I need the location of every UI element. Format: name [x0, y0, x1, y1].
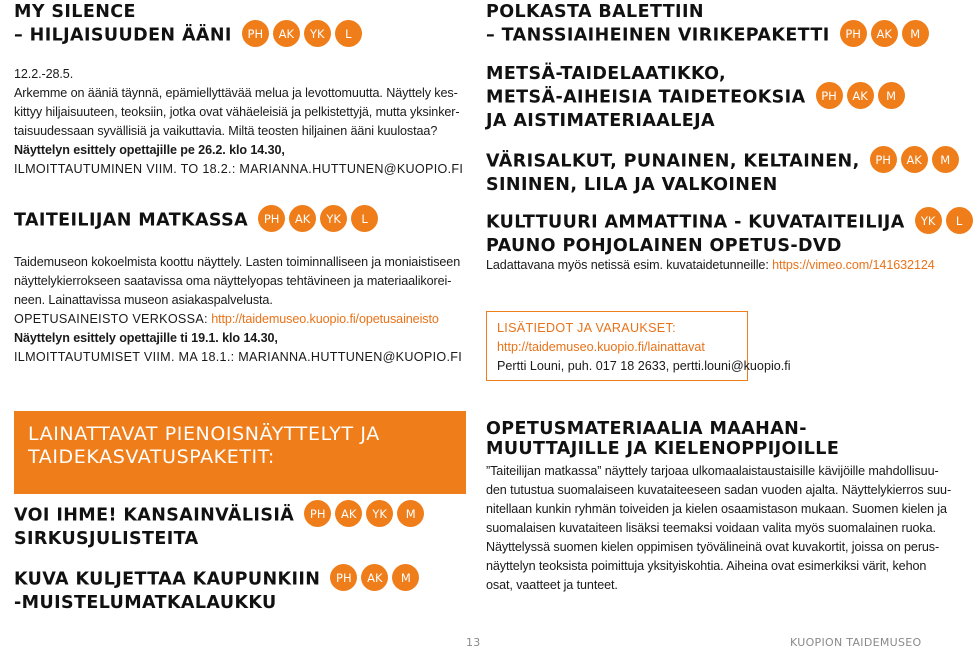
badge-ph: PH	[870, 146, 897, 173]
artist-teacher-intro: Näyttelyn esittely opettajille ti 19.1. klo 14.30,	[14, 331, 278, 345]
ballet-title-line-2: – TANSSIAIHEINEN VIRIKEPAKETTI	[486, 25, 830, 46]
culture-download	[486, 256, 935, 275]
posters-title-line-1: VOI IHME! KANSAINVÄLISIÄ	[14, 505, 295, 526]
badge-yk: YK	[304, 20, 331, 47]
immigrants-title-line-2: MUUTTAJILLE JA KIELENOPPIJOILLE	[486, 439, 840, 459]
artist-body-line-1: Lasten toiminnalliseen ja moniaistiseen	[245, 255, 461, 269]
artist-material-link[interactable]: http://taidemuseo.kuopio.fi/opetusaineisto	[211, 312, 439, 326]
culture-download-link[interactable]: https://vimeo.com/141632124	[772, 258, 935, 272]
posters-badges	[304, 500, 424, 527]
artist-registration: ILMOITTAUTUMISET VIIM. MA 18.1.: MARIANNA.HUTTUNEN@KUOPIO.FI	[14, 350, 463, 364]
immigrants-title-line-1: OPETUSMATERIAALIA MAAHAN-	[486, 419, 807, 439]
artist-title	[14, 207, 378, 234]
footer-publisher: KUOPION TAIDEMUSEO	[790, 636, 922, 649]
silence-body-line-1: Arkemme on ääniä täynnä, epämiellyttävää melua ja levottomuutta. Näyttely kes-	[14, 86, 458, 100]
badge-m: M	[932, 146, 959, 173]
badge-ak: AK	[289, 205, 316, 232]
badge-yk: YK	[915, 207, 942, 234]
immigrants-body-line-2: den tutustua suomalaiseen kuvataiteeseen sadan vuoden ajalta. Näyttelykierros suu-	[486, 483, 952, 497]
silence-teacher-intro: Näyttelyn esittely opettajille pe 26.2. klo 14.30,	[14, 143, 285, 157]
immigrants-body-line-6: näyttelyn teoksista poimittuja yksityiskohtia. Aiheina ovat esimerkiksi värit, kehon	[486, 559, 927, 573]
badge-ak: AK	[273, 20, 300, 47]
badge-m: M	[392, 564, 419, 591]
silence-title-line-1: MY SILENCE	[14, 2, 136, 22]
badge-ak: AK	[871, 20, 898, 47]
artist-lead: Taidemuseon kokoelmista koottu näyttely.	[14, 255, 243, 269]
ballet-title	[486, 2, 929, 49]
info-box	[486, 311, 791, 381]
culture-title-line-1: KULTTUURI AMMATTINA - KUVATAITEILIJA	[486, 212, 905, 233]
badge-l: L	[351, 205, 378, 232]
suitcase-title	[14, 566, 419, 613]
forest-badges	[816, 82, 905, 109]
forest-title-line-1: METSÄ-TAIDELAATIKKO,	[486, 64, 727, 84]
immigrants-title	[486, 419, 839, 459]
artist-badges	[258, 205, 378, 232]
culture-title-line-2: PAUNO POHJOLAINEN OPETUS-DVD	[486, 236, 842, 256]
artist-title-text: TAITEILIJAN MATKASSA	[14, 210, 249, 231]
suitcase-badges	[330, 564, 419, 591]
badge-ph: PH	[330, 564, 357, 591]
badge-ph: PH	[816, 82, 843, 109]
silence-badges	[242, 20, 362, 47]
silence-body-line-3: taisuudessaan syvällisiä ja vaikuttavia. Miltä teosten hiljainen ääni kuulostaa?	[14, 124, 438, 138]
colors-title	[486, 148, 959, 195]
badge-ph: PH	[304, 500, 331, 527]
loan-banner-line-1: LAINATTAVAT PIENOISNÄYTTELYT JA	[28, 423, 380, 445]
badge-ph: PH	[840, 20, 867, 47]
immigrants-body-line-7: osat, vaatteet ja tunteet.	[486, 578, 618, 592]
immigrants-body	[486, 462, 951, 595]
artist-material-label: OPETUSAINEISTO VERKOSSA:	[14, 312, 208, 326]
badge-ak: AK	[361, 564, 388, 591]
immigrants-body-line-4: suomalaisen kuvataiteen lisäksi teemaksi voidaan valita myös suomalainen ruoka.	[486, 521, 936, 535]
artist-body	[14, 253, 462, 367]
silence-title	[14, 2, 362, 49]
badge-ph: PH	[242, 20, 269, 47]
badge-ak: AK	[847, 82, 874, 109]
artist-body-line-2: näyttelykierrokseen saatavissa oma näyttelyopas tehtävineen ja materiaalikorei-	[14, 274, 452, 288]
forest-title-line-2: METSÄ-AIHEISIA TAIDETEOKSIA	[486, 87, 806, 108]
ballet-badges	[840, 20, 929, 47]
colors-badges	[870, 146, 959, 173]
silence-registration: ILMOITTAUTUMINEN VIIM. TO 18.2.: MARIANNA.HUTTUNEN@KUOPIO.FI	[14, 162, 464, 176]
silence-body-line-2: kittyy hiljaisuuteen, teoksiin, jotka ovat vähäeleisiä ja pelkistettyjä, mutta yksinker-	[14, 105, 460, 119]
colors-title-line-1: VÄRISALKUT, PUNAINEN, KELTAINEN,	[486, 151, 860, 172]
badge-m: M	[397, 500, 424, 527]
suitcase-title-line-2: -MUISTELUMATKALAUKKU	[14, 593, 277, 613]
culture-badges	[915, 207, 973, 234]
loan-banner	[14, 411, 466, 494]
colors-title-line-2: SININEN, LILA JA VALKOINEN	[486, 175, 778, 195]
badge-m: M	[902, 20, 929, 47]
silence-dates: 12.2.-28.5.	[14, 67, 74, 81]
badge-m: M	[878, 82, 905, 109]
posters-title-line-2: SIRKUSJULISTEITA	[14, 529, 199, 549]
forest-title-line-3: JA AISTIMATERIAALEJA	[486, 111, 715, 131]
forest-title	[486, 64, 905, 131]
info-link[interactable]: http://taidemuseo.kuopio.fi/lainattavat	[497, 340, 705, 354]
silence-body	[14, 65, 463, 179]
badge-ph: PH	[258, 205, 285, 232]
ballet-title-line-1: POLKASTA BALETTIIN	[486, 2, 704, 22]
info-label: LISÄTIEDOT JA VARAUKSET:	[497, 321, 676, 335]
immigrants-body-line-1: ”Taiteilijan matkassa” näyttely tarjoaa ulkomaalaistaustaisille kävijöille mahdollisuu-	[486, 464, 939, 478]
immigrants-body-line-3: nitellaan kunkin ryhmän toiveiden ja kielen osaamistason mukaan. Suomen kielen ja	[486, 502, 947, 516]
culture-download-text: Ladattavana myös netissä esim. kuvataidetunneille:	[486, 258, 769, 272]
badge-yk: YK	[320, 205, 347, 232]
posters-title	[14, 502, 424, 549]
badge-l: L	[335, 20, 362, 47]
badge-ak: AK	[335, 500, 362, 527]
loan-banner-line-2: TAIDEKASVATUSPAKETIT:	[28, 446, 275, 468]
immigrants-body-line-5: Näyttelyssä suomen kielen oppimisen työvälineinä ovat kuvakortit, joissa on perus-	[486, 540, 940, 554]
suitcase-title-line-1: KUVA KULJETTAA KAUPUNKIIN	[14, 569, 321, 590]
page-number: 13	[466, 636, 481, 649]
info-contact: Pertti Louni, puh. 017 18 2633, pertti.louni@kuopio.fi	[497, 359, 791, 373]
artist-body-line-3: neen. Lainattavissa museon asiakaspalvelusta.	[14, 293, 273, 307]
badge-ak: AK	[901, 146, 928, 173]
badge-l: L	[946, 207, 973, 234]
culture-title	[486, 209, 973, 256]
silence-title-line-2: – HILJAISUUDEN ÄÄNI	[14, 25, 232, 46]
badge-yk: YK	[366, 500, 393, 527]
